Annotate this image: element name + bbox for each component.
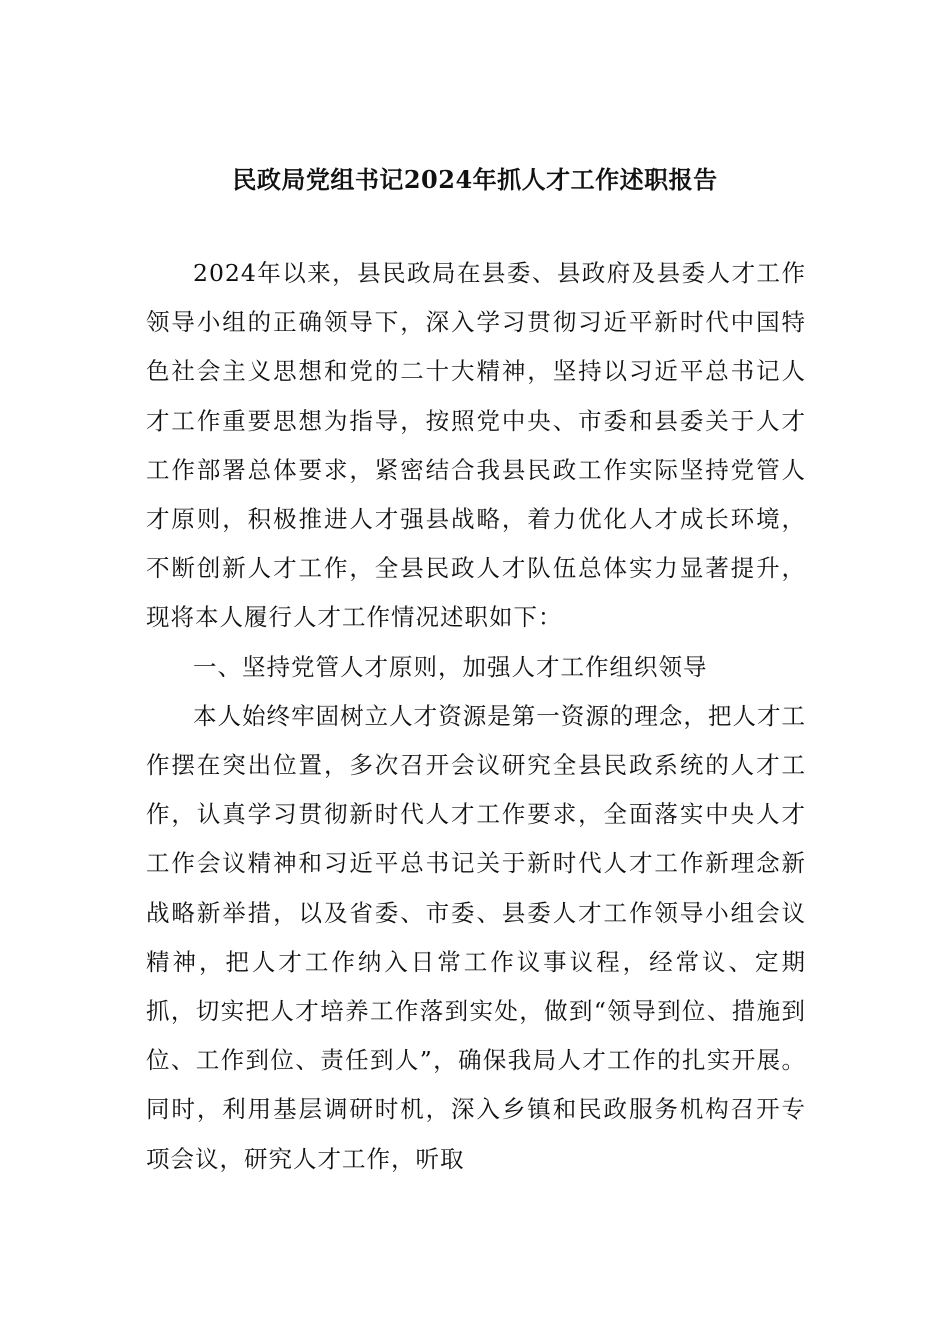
section-heading-1: 一、坚持党管人才原则，加强人才工作组织领导 bbox=[193, 652, 708, 681]
document-body bbox=[146, 249, 806, 1184]
paragraph-section-1: 本人始终牢固树立人才资源是第一资源的理念，把人才工作摆在突出位置，多次召开会议研究全县民政系统的人才工作，认真学习贯彻新时代人才工作要求，全面落实中央人才工作会议精神和习近平总书记关于新时代人才工作新理念新战略新举措，以及省委、市委、县委人才工作领导小组会议精神，把人才工作纳入日常工作议事议程，经常议、定期抓，切实把人才培养工作落到实处，做到“领导到位、措施到位、工作到位、责任到人”，确保我局人才工作的扎实开展。同时，利用基层调研时机，深入乡镇和民政服务机构召开专项会议，研究人才工作，听取 bbox=[146, 701, 806, 1173]
paragraph-intro: 2024年以来，县民政局在县委、县政府及县委人才工作领导小组的正确领导下，深入学习贯彻习近平新时代中国特色社会主义思想和党的二十大精神，坚持以习近平总书记人才工作重要思想为指导，按照党中央、市委和县委关于人才工作部署总体要求，紧密结合我县民政工作实际坚持党管人才原则，积极推进人才强县战略，着力优化人才成长环境，不断创新人才工作，全县民政人才队伍总体实力显著提升，现将本人履行人才工作情况述职如下： bbox=[146, 259, 806, 632]
document-title: 民政局党组书记2024年抓人才工作述职报告 bbox=[232, 165, 718, 194]
